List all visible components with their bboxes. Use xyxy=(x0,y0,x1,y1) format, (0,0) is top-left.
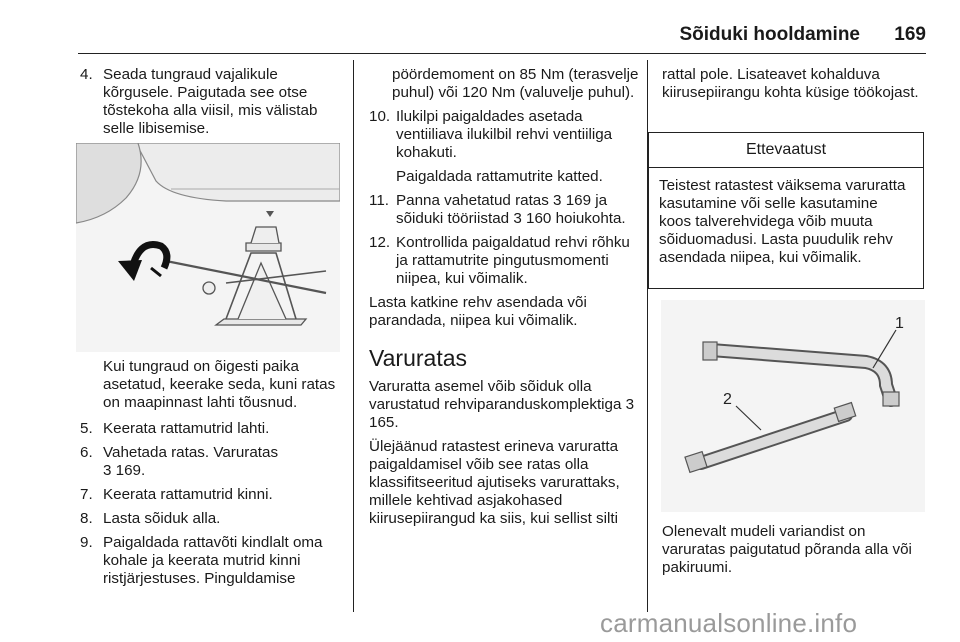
step-number: 5. xyxy=(80,420,93,437)
step-text: Keerata rattamutrid kinni. xyxy=(103,486,273,503)
step-4 xyxy=(80,66,345,138)
jack-drawing xyxy=(76,143,340,352)
step-5 xyxy=(80,420,345,438)
wheel-wrench-drawing xyxy=(661,300,925,512)
page-reference: 3 169. xyxy=(103,462,146,479)
warning-text: Teistest ratastest väiksema varuratta kasutamine või selle kasutamine koos talverehvidega võib muuta sõiduomadusi. Lasta puudulik rehv asendada niipea, kui võimalik. xyxy=(659,177,906,266)
step-12 xyxy=(369,234,639,288)
label-1: 1 xyxy=(895,315,904,332)
column-3 xyxy=(662,66,924,108)
step-number: 8. xyxy=(80,510,93,527)
step-7 xyxy=(80,486,345,504)
column-2 xyxy=(369,66,639,534)
step-number: 7. xyxy=(80,486,93,503)
watermark: carmanualsonline.info xyxy=(600,608,858,638)
step-text: Keerata rattamutrid lahti. xyxy=(103,420,270,437)
step-number: 4. xyxy=(80,66,93,83)
step-number: 11. xyxy=(369,192,389,209)
step-text: Lasta sõiduk alla. xyxy=(103,510,221,527)
header-rule xyxy=(78,53,926,54)
column-3-lower xyxy=(662,523,924,583)
paragraph: Lasta katkine rehv asendada või parandada, niipea kui võimalik. xyxy=(369,294,587,329)
step-10 xyxy=(369,108,639,162)
step-text: Vahetada ratas. Varuratas xyxy=(103,444,279,461)
warning-title: Ettevaatust xyxy=(649,133,923,168)
step-number: 9. xyxy=(80,534,93,551)
step-6 xyxy=(80,444,345,480)
warning-box xyxy=(648,132,924,289)
chapter-title: Sõiduki hooldamine xyxy=(679,24,860,45)
figure-caption: Olenevalt mudeli variandist on varuratas paigutatud põranda alla või pakiruumi. xyxy=(662,523,912,576)
paragraph: rattal pole. Lisateavet kohalduva kiirusepiirangu kohta küsige töökojast. xyxy=(662,66,919,101)
step-text: Ilukilpi paigaldades asetada ventiiliava ilukilbil rehvi ventiiliga kohakuti. xyxy=(396,108,613,161)
wheel-wrench-illustration xyxy=(661,300,925,512)
step-11 xyxy=(369,192,639,228)
step-8 xyxy=(80,510,345,528)
step-text: Paigaldada rattavõti kindlalt oma kohale ja keerata mutrid kinni ristjärjestuses. Pinguldamise xyxy=(103,534,323,587)
paragraph: Ülejäänud ratastest erineva varuratta paigaldamisel võib see ratas olla klassifitseeritud ajutiseks varurattaks, millele kehtivad asjakohased kiirusepiirangud ka siis, kui sellist silti xyxy=(369,438,620,527)
figure-caption: Kui tungraud on õigesti paika asetatud, keerake seda, kuni ratas on maapinnast lahti tõusnud. xyxy=(103,358,336,411)
step-text: Panna vahetatud ratas 3 169 ja sõiduki tööriistad 3 160 hoiukohta. xyxy=(396,192,626,227)
step-number: 10. xyxy=(369,108,391,125)
paragraph: Varuratta asemel võib sõiduk olla varustatud rehviparanduskomplektiga 3 165. xyxy=(369,378,635,431)
step-9 xyxy=(80,534,345,588)
step-9-continuation: pöördemoment on 85 Nm (terasvelje puhul) või 120 Nm (valuvelje puhul). xyxy=(392,66,639,101)
label-2: 2 xyxy=(723,391,732,408)
step-number: 6. xyxy=(80,444,93,461)
section-heading: Varuratas xyxy=(369,345,468,371)
step-number: 12. xyxy=(369,234,391,251)
step-text: Seada tungraud vajalikule kõrgusele. Paigutada see otse tõstekoha alla viisil, mis välistab selle libisemise. xyxy=(103,66,318,137)
column-divider-1 xyxy=(353,60,354,612)
page-number: 169 xyxy=(894,24,926,45)
step-10-note: Paigaldada rattamutrite katted. xyxy=(396,168,603,185)
step-text: Kontrollida paigaldatud rehvi rõhku ja rattamutrite pingutusmomenti niipea, kui võimalik. xyxy=(396,234,630,287)
jack-illustration xyxy=(76,143,340,352)
column-1-lower xyxy=(80,358,345,594)
column-1 xyxy=(80,66,345,144)
